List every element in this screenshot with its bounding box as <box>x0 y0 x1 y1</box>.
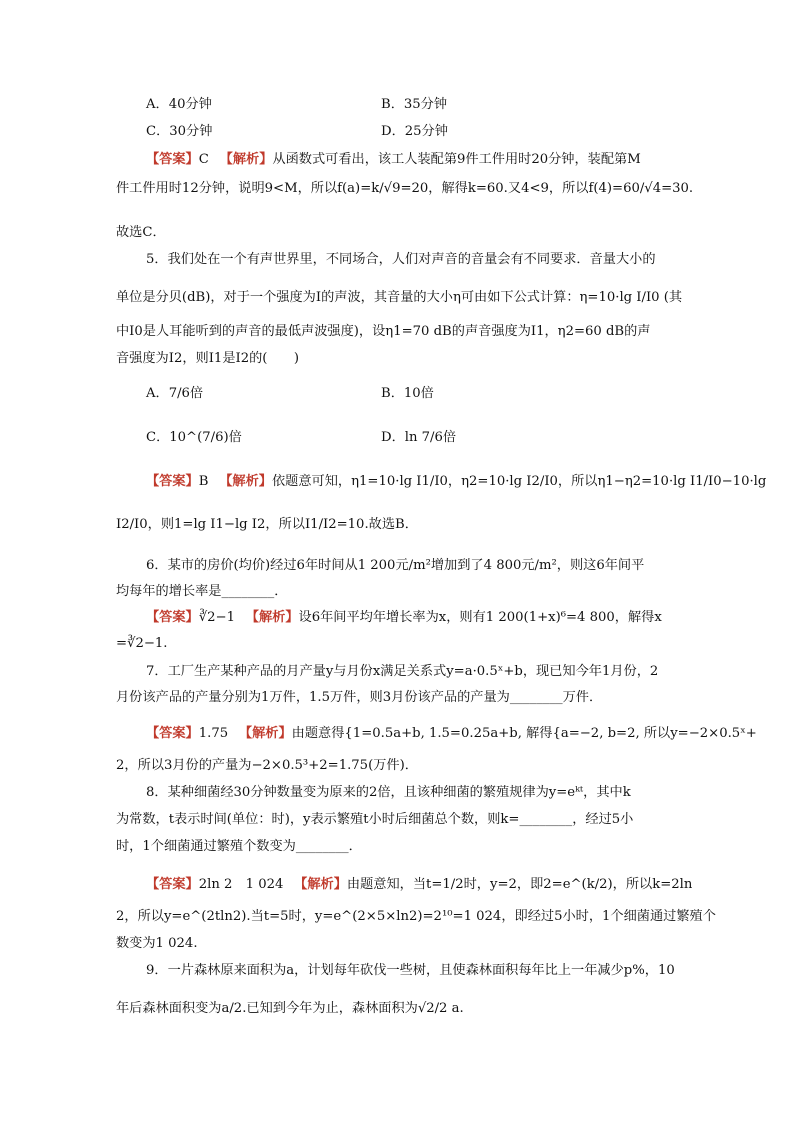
q4-option-a: A．40分钟 <box>146 97 212 112</box>
q4-option-d: D．25分钟 <box>381 124 448 139</box>
answer-tag: 【答案】 <box>146 474 199 489</box>
q8-analysis-l1: 由题意知，当t=1/2时，y=2，即2=e^(k/2)，所以k=2ln <box>346 877 693 892</box>
answer-tag: 【答案】 <box>146 152 199 167</box>
q8-stem-l1: 8．某种细菌经30分钟数量变为原来的2倍，且该种细菌的繁殖规律为y=eᵏᵗ，其中k <box>146 785 631 800</box>
q5-answer: B <box>198 474 209 489</box>
q5-option-a: A．7/6倍 <box>146 386 204 401</box>
q4-option-b: B．35分钟 <box>381 97 448 112</box>
q4-answer-line <box>146 151 712 169</box>
q5-stem-l3: 中I0是人耳能听到的声音的最低声波强度)，设η1=70 dB的声音强度为I1，η2=60 dB的声 <box>116 324 651 339</box>
q4-analysis-l3: 故选C． <box>116 225 166 240</box>
q4-answer: C <box>198 152 209 167</box>
q7-analysis-l2: 2，所以3月份的产量为−2×0.5³+2=1.75(万件)． <box>116 758 418 773</box>
q6-analysis-l2: =∛2−1. <box>116 636 168 651</box>
q5-option-c: C．10^(7/6)倍 <box>146 430 242 445</box>
q7-stem-l1: 7．工厂生产某种产品的月产量y与月份x满足关系式y=a·0.5ˣ+b，现已知今年1月份，2 <box>146 664 659 679</box>
q8-answer: 2ln 2 1 024 <box>198 877 284 892</box>
q8-analysis-l2: 2，所以y=e^(2tln2).当t=5时，y=e^(2×5×ln2)=2¹⁰=1 024，即经过5小时，1个细菌通过繁殖个 <box>116 909 716 924</box>
q9-stem-l2: 年后森林面积变为a/2.已知到今年为止，森林面积为√2/2 a. <box>116 1001 464 1016</box>
q6-answer-line <box>146 609 712 627</box>
q7-answer-line <box>146 725 757 743</box>
q7-stem-l2: 月份该产品的产量分别为1万件，1.5万件，则3月份该产品的产量为________万件． <box>116 690 603 705</box>
q5-option-b: B．10倍 <box>381 386 434 401</box>
answer-tag: 【答案】 <box>146 726 199 741</box>
q6-analysis-l1: 设6年间平均年增长率为x，则有1 200(1+x)⁶=4 800，解得x <box>298 610 662 625</box>
analysis-tag: 【解析】 <box>225 474 272 489</box>
q5-stem-l4: 音强度为I2，则I1是I2的( ) <box>116 351 299 366</box>
q7-answer: 1.75 <box>198 726 229 741</box>
q4-analysis-l2: 件工件用时12分钟，说明9<M，所以f(a)=k/√9=20，解得k=60.又4<9，所以f(4)=60/√4=30. <box>116 181 694 196</box>
answer-tag: 【答案】 <box>146 877 199 892</box>
answer-tag: 【答案】 <box>146 610 199 625</box>
analysis-tag: 【解析】 <box>252 610 299 625</box>
q4-analysis-l1: 从函数式可看出，该工人装配第9件工件用时20分钟，装配第M <box>272 152 641 167</box>
q5-stem-l1: 5．我们处在一个有声世界里，不同场合，人们对声音的音量会有不同要求．音量大小的 <box>146 252 656 267</box>
q8-stem-l3: 时，1个细菌通过繁殖个数变为________． <box>116 839 362 854</box>
q5-answer-line <box>146 473 767 491</box>
q8-stem-l2: 为常数，t表示时间(单位：时)，y表示繁殖t小时后细菌总个数，则k=________，经过5小 <box>116 812 634 827</box>
q5-stem-l2: 单位是分贝(dB)，对于一个强度为I的声波，其音量的大小η可由如下公式计算：η=10·lg I/I0 (其 <box>116 290 683 305</box>
q7-analysis-l1: 由题意得{1=0.5a+b, 1.5=0.25a+b, 解得{a=−2, b=2, 所以y=−2×0.5ˣ+ <box>291 726 757 741</box>
q8-analysis-l3: 数变为1 024. <box>116 936 198 951</box>
q5-option-d: D．ln 7/6倍 <box>381 430 457 445</box>
q6-stem-l1: 6．某市的房价(均价)经过6年时间从1 200元/m²增加到了4 800元/m²，则这6年间平 <box>146 558 645 573</box>
q9-stem-l1: 9．一片森林原来面积为a，计划每年砍伐一些树，且使森林面积每年比上一年减少p%，10 <box>146 963 675 978</box>
q8-answer-line <box>146 876 712 894</box>
q5-analysis-l1: 依题意可知，η1=10·lg I1/I0，η2=10·lg I2/I0，所以η1−η2=10·lg I1/I0−10·lg <box>272 474 767 489</box>
q6-stem-l2: 均每年的增长率是________． <box>116 584 288 599</box>
analysis-tag: 【解析】 <box>245 726 292 741</box>
q6-answer: ∛2−1 <box>198 610 235 625</box>
q5-analysis-l2: I2/I0，则1=lg I1−lg I2，所以I1/I2=10.故选B． <box>116 517 418 532</box>
analysis-tag: 【解析】 <box>226 152 273 167</box>
analysis-tag: 【解析】 <box>300 877 347 892</box>
q4-option-c: C．30分钟 <box>146 124 213 139</box>
